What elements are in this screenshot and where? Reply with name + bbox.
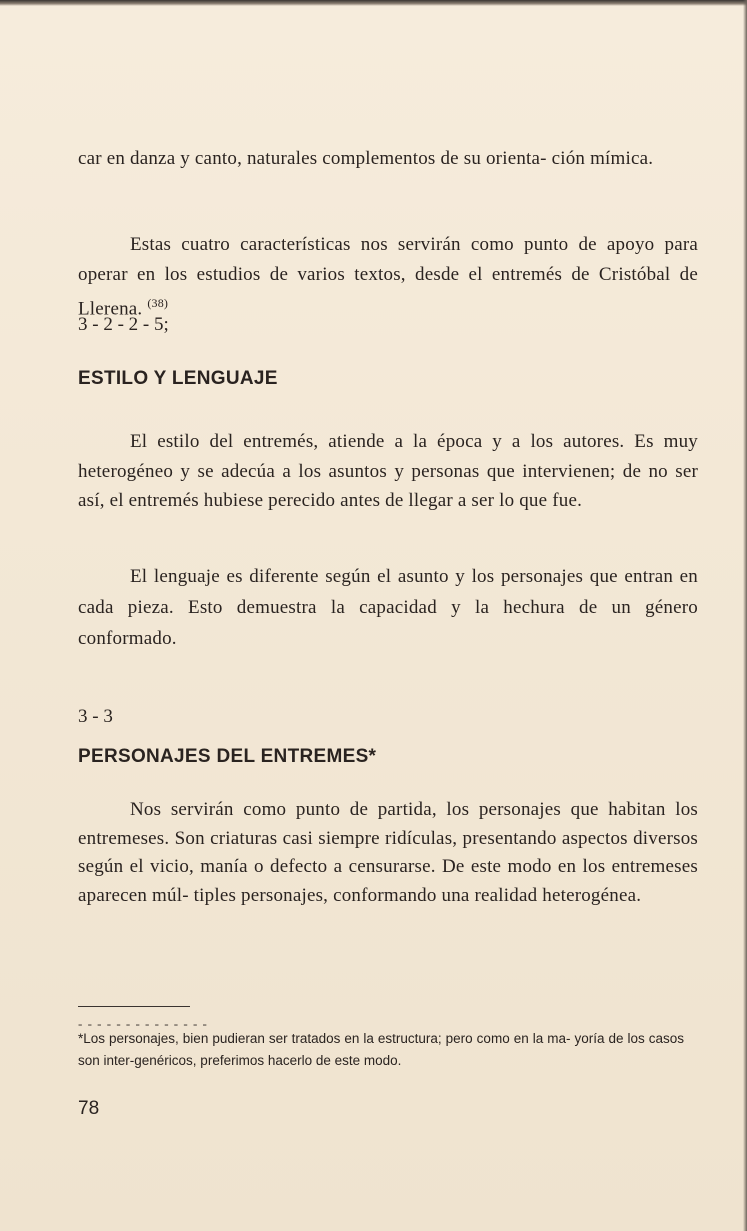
characteristics-text: Estas cuatro características nos servirán como punto de apoyo para operar en los estudios de varios textos, desde el entremés de Cristóbal de Llerena.: [78, 234, 698, 320]
section-number-3-2-2-5: 3 - 2 - 2 - 5;: [78, 314, 169, 335]
paragraph-continuation: car en danza y canto, naturales complementos de su orienta- ción mímica.: [78, 148, 654, 169]
page-right-edge: [743, 0, 747, 1231]
page-top-edge: [0, 0, 747, 6]
reference-38: (38): [147, 296, 169, 310]
paragraph-estilo: El estilo del entremés, atiende a la época y a los autores. Es muy heterogéneo y se adecúa a los asuntos y personas que intervienen; de no ser así, el entremés hubiese perecido antes de llegar a ser lo que fue.: [78, 431, 698, 511]
personajes-block: [78, 796, 698, 910]
footnote-dashes: - - - - - - - - - - - - - -: [78, 1016, 208, 1031]
estilo-block: [78, 427, 698, 516]
paragraph-personajes: Nos servirán como punto de partida, los personajes que habitan los entremeses. Son criaturas casi siempre ridículas, presentando aspectos diversos según el vicio, manía o defecto a censurarse. De este modo en los entremeses aparecen múl- tiples personajes, conformando una realidad heterogénea.: [78, 799, 698, 906]
section-number-3-3: 3 - 3: [78, 706, 113, 727]
footnote: *Los personajes, bien pudieran ser tratados en la estructura; pero como en la ma- yoría de los casos son inter-genéricos, preferimos hacerlo de este modo.: [78, 1031, 684, 1068]
page-number: 78: [78, 1098, 100, 1119]
footnote-rule: [78, 1006, 190, 1007]
paragraph-lenguaje: El lenguaje es diferente según el asunto y los personajes que entran en cada pieza. Esto demuestra la capacidad y la hechura de un género conformado.: [78, 566, 698, 649]
characteristics-block: [78, 230, 698, 324]
heading-personajes: PERSONAJES DEL ENTREMES*: [78, 746, 377, 767]
paragraph-characteristics: [78, 230, 698, 324]
intro-block: [78, 144, 698, 174]
lenguaje-block: [78, 561, 698, 654]
heading-estilo-lenguaje: ESTILO Y LENGUAJE: [78, 368, 278, 389]
